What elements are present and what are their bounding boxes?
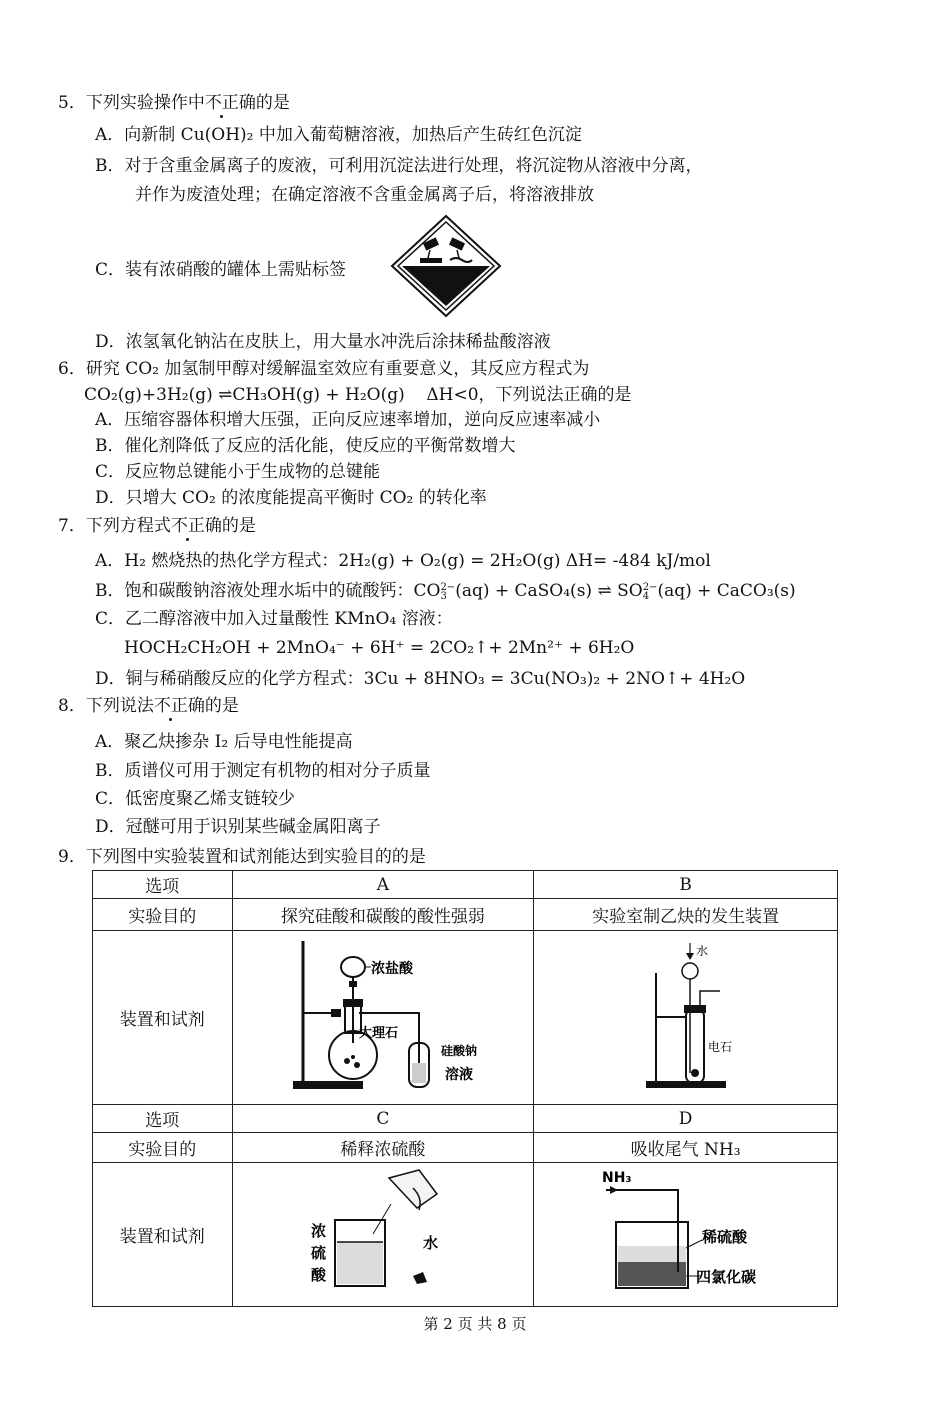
option-d-letter: D — [534, 1105, 838, 1133]
table-row — [93, 1163, 838, 1307]
q9-experiment-table — [92, 870, 838, 1307]
option-b-apparatus — [534, 931, 838, 1105]
option-c-letter: C — [232, 1105, 534, 1133]
label-ccl4: 四氯化碳 — [695, 1268, 756, 1286]
q6-equation: CO₂(g)+3H₂(g) ⇌CH₃OH(g) + H₂O(g) ΔH<0，下列说法正确的是 — [84, 385, 632, 405]
q9-stem: 9．下列图中实验装置和试剂能达到实验目的的是 — [58, 847, 426, 867]
row-purpose-label: 实验目的 — [93, 1133, 233, 1163]
q8-option-d: D．冠醚可用于识别某些碱金属阳离子 — [95, 817, 381, 837]
table-row — [93, 871, 838, 899]
q8-stem: 8．下列说法不正确的是 — [58, 696, 239, 716]
option-a-letter: A — [232, 871, 534, 899]
emphasis-not-correct: 不正 — [170, 516, 205, 536]
emphasis-not-correct: 不正 — [204, 93, 239, 113]
co2-silicate-apparatus-icon — [263, 933, 503, 1097]
option-a-purpose: 探究硅酸和碳酸的酸性强弱 — [232, 899, 534, 931]
emphasis-not-correct: 不正 — [153, 696, 188, 716]
table-row — [93, 1133, 838, 1163]
q6-option-d: D．只增大 CO₂ 的浓度能提高平衡时 CO₂ 的转化率 — [95, 488, 487, 508]
acetylene-generator-icon — [566, 933, 806, 1097]
label-acid: 酸 — [310, 1266, 326, 1284]
table-row — [93, 1105, 838, 1133]
row-device-label: 装置和试剂 — [93, 931, 233, 1105]
q8-option-a: A．聚乙炔掺杂 I₂ 后导电性能提高 — [95, 732, 353, 752]
option-c-purpose: 稀释浓硫酸 — [232, 1133, 534, 1163]
label-conc: 浓 — [310, 1222, 326, 1240]
q8-option-c: C．低密度聚乙烯支链较少 — [95, 789, 296, 809]
q7-stem: 7．下列方程式不正确的是 — [58, 516, 256, 536]
label-water: 水 — [695, 944, 708, 958]
q8-option-b: B．质谱仪可用于测定有机物的相对分子质量 — [95, 761, 431, 781]
label-dilute-sulfuric: 稀硫酸 — [701, 1228, 747, 1246]
option-d-purpose: 吸收尾气 NH₃ — [534, 1133, 838, 1163]
q7-option-c-line1: C．乙二醇溶液中加入过量酸性 KMnO₄ 溶液： — [95, 609, 453, 629]
q7-option-c-line2: HOCH₂CH₂OH + 2MnO₄⁻ + 6H⁺ = 2CO₂↑+ 2Mn²⁺ + 6H₂O — [124, 638, 635, 658]
row-option-label: 选项 — [93, 1105, 233, 1133]
q5-option-d: D．浓氢氧化钠沾在皮肤上，用大量水冲洗后涂抹稀盐酸溶液 — [95, 332, 551, 352]
page-footer: 第 2 页 共 8 页 — [423, 1315, 527, 1333]
q5-option-c: C．装有浓硝酸的罐体上需贴标签 — [95, 260, 347, 280]
dilute-sulfuric-acid-icon — [263, 1164, 503, 1300]
label-marble: 大理石 — [358, 1026, 398, 1041]
row-option-label: 选项 — [93, 871, 233, 899]
label-conc-hcl: 浓盐酸 — [370, 961, 413, 977]
q6-option-c: C．反应物总键能小于生成物的总键能 — [95, 462, 381, 482]
q6-option-a: A．压缩容器体积增大压强，正向反应速率增加，逆向反应速率减小 — [95, 410, 601, 430]
q5-stem: 5．下列实验操作中不正确的是 — [58, 93, 290, 113]
label-sodium-silicate: 硅酸钠 — [440, 1044, 477, 1058]
option-c-apparatus — [232, 1163, 534, 1307]
label-water: 水 — [422, 1234, 438, 1252]
q5-option-b-line2: 并作为废渣处理；在确定溶液不含重金属离子后，将溶液排放 — [135, 185, 594, 205]
row-device-label: 装置和试剂 — [93, 1163, 233, 1307]
option-d-apparatus — [534, 1163, 838, 1307]
q5-option-a: A．向新制 Cu(OH)₂ 中加入葡萄糖溶液，加热后产生砖红色沉淀 — [95, 125, 582, 145]
table-row — [93, 899, 838, 931]
corrosive-hazard-label-icon — [390, 214, 502, 318]
option-b-purpose: 实验室制乙炔的发生装置 — [534, 899, 838, 931]
q7-option-a: A．H₂ 燃烧热的热化学方程式：2H₂(g) + O₂(g) = 2H₂O(g) ΔH= -484 kJ/mol — [95, 551, 711, 571]
q5-option-b-line1: B．对于含重金属离子的废液，可利用沉淀法进行处理，将沉淀物从溶液中分离， — [95, 156, 703, 176]
label-solution: 溶液 — [444, 1067, 473, 1083]
label-nh3: NH₃ — [601, 1170, 632, 1186]
option-b-letter: B — [534, 871, 838, 899]
label-sulfur: 硫 — [310, 1244, 326, 1262]
option-a-apparatus — [232, 931, 534, 1105]
label-calcium-carbide: 电石 — [707, 1040, 732, 1054]
ammonia-absorption-icon — [566, 1164, 806, 1300]
q6-stem: 6．研究 CO₂ 加氢制甲醇对缓解温室效应有重要意义，其反应方程式为 — [58, 359, 590, 379]
row-purpose-label: 实验目的 — [93, 899, 233, 931]
table-row — [93, 931, 838, 1105]
q6-option-b: B．催化剂降低了反应的活化能，使反应的平衡常数增大 — [95, 436, 516, 456]
q7-option-b: B．饱和碳酸钠溶液处理水垢中的硫酸钙：CO2− 3 (aq) + CaSO₄(s) ⇌ SO2− 4 (aq) + CaCO₃(s) — [95, 581, 796, 602]
q7-option-d: D．铜与稀硝酸反应的化学方程式：3Cu + 8HNO₃ = 3Cu(NO₃)₂ + 2NO↑+ 4H₂O — [95, 669, 746, 689]
